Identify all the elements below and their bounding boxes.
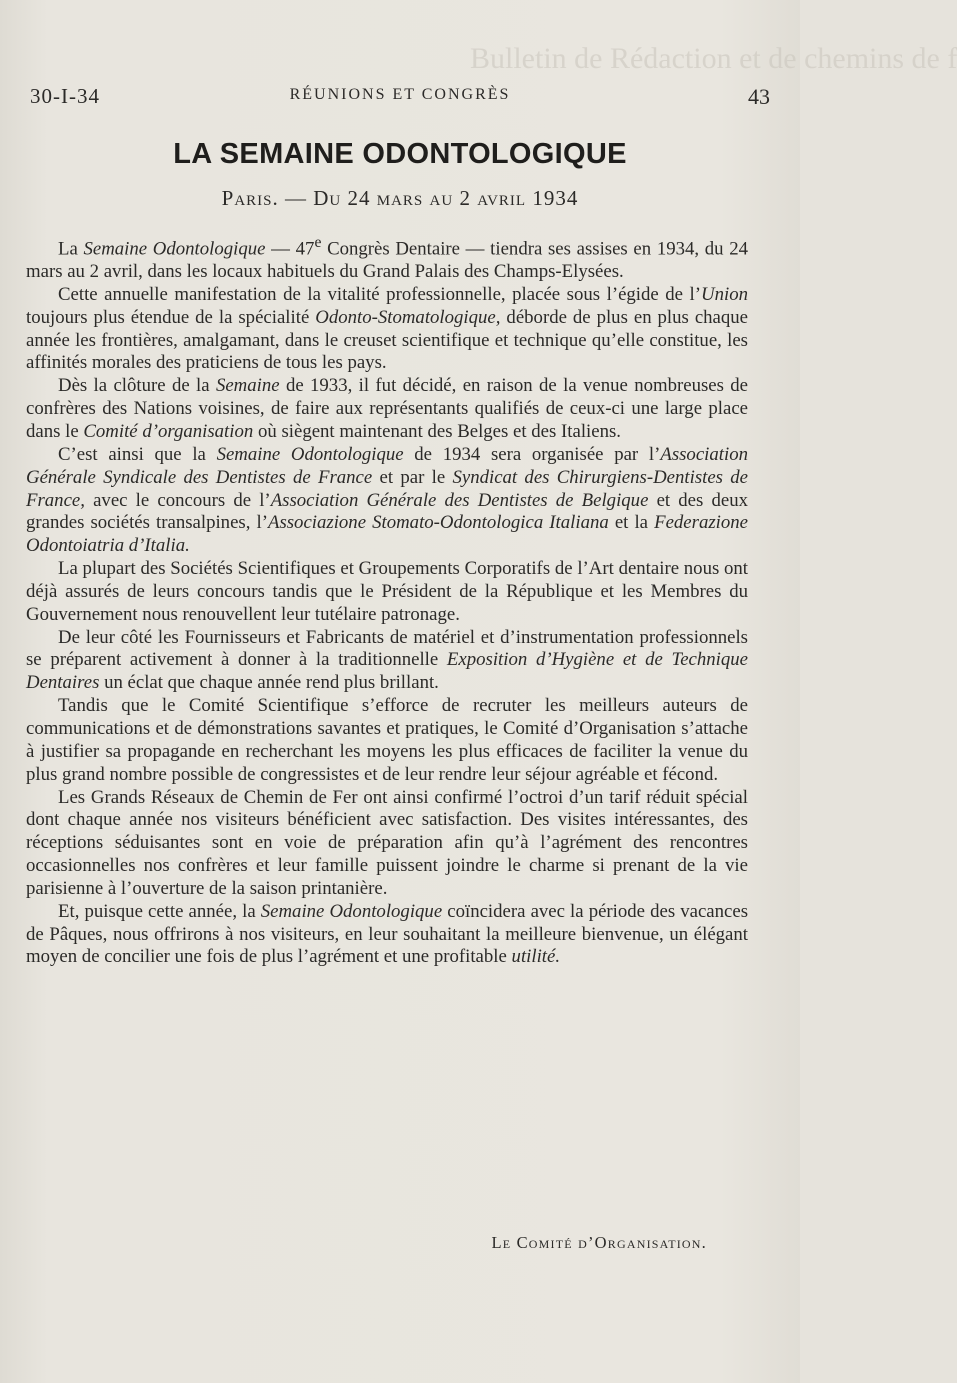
text-run: Les Grands Réseaux de Chemin de Fer ont ainsi confirmé l’octroi d’un tarif réduit spécial dont chaque année nos visiteurs bénéficient avec satisfaction. Des visites intéressantes, des réceptions séduisantes sont en voie de préparation afin qu’à l’agrément des rencontres occasionnelles nos confrères et leur famille puissent joindre le charme si prenant de la vie parisienne à l’ouverture de la saison printanière.	[26, 786, 748, 899]
paragraph-6	[26, 627, 748, 696]
text-run: coïncidera avec la période des vacances de Pâques, nous offrirons à nos visiteurs, en leur souhaitant la meilleure bienvenue, un élégant moyen de concilier une fois de plus l’agrément et une profitable	[26, 900, 749, 968]
paragraph-8	[26, 787, 748, 901]
issue-date: 30-I-34	[30, 84, 100, 108]
text-run: La	[58, 238, 84, 260]
text-run: Et, puisque cette année, la	[58, 900, 261, 922]
text-run: et des deux grandes sociétés transalpines, l’	[26, 489, 748, 534]
italic-run: Association Générale des Dentistes de Belgique	[270, 489, 649, 511]
paragraph-9	[26, 901, 748, 970]
text-run: C’est ainsi que la	[58, 443, 217, 465]
italic-run: Semaine Odontologique	[216, 443, 404, 465]
text-run: et la	[608, 512, 655, 534]
page-number: 43	[748, 84, 770, 109]
text-run: de 1934 sera organisée par l’	[403, 443, 661, 465]
text-run: Tandis que le Comité Scientifique s’efforce de recruter les meilleurs auteurs de communications et de démonstrations savantes et pratiques, le Comité d’Organisation s’attache à justifier sa propagande en recherchant les moyens les plus efficaces de faciliter la venue du plus grand nombre possible de congressistes et de leur rendre leur séjour agréable et fécond.	[26, 695, 748, 785]
italic-run: utilité.	[511, 946, 561, 968]
text-run: La plupart des Sociétés Scientifiques et Groupements Corporatifs de l’Art dentaire nous ont déjà assurés de leurs concours tandis que le Président de la République et les Membres du Gouvernement nous renouvellent leur tutélaire patronage.	[26, 558, 748, 625]
paragraph-5	[26, 558, 748, 627]
paragraph-7	[26, 695, 748, 786]
article-subtitle: Paris. — Du 24 mars au 2 avril 1934	[221, 186, 579, 210]
article-title: LA SEMAINE ODONTOLOGIQUE	[173, 138, 627, 170]
italic-run: Odonto-Stomatologique,	[315, 306, 501, 328]
paragraph-3	[26, 375, 748, 444]
signature: Le Comité d’Organisation.	[491, 1233, 707, 1252]
italic-run: Semaine Odontologique	[260, 900, 443, 922]
paragraph-1	[26, 232, 748, 284]
italic-run: Exposition d’Hygiène et de Technique Dentaires	[26, 649, 748, 694]
text-run: où siègent maintenant des Belges et des Italiens.	[253, 421, 621, 443]
paragraph-2	[26, 284, 748, 375]
text-run: toujours plus étendue de la spécialité	[26, 306, 316, 328]
text-run: Congrès Dentaire — tiendra ses assises en 1934, du 24 mars au 2 avril, dans les locaux habituels du Grand Palais des Champs-Elysées.	[26, 238, 749, 283]
text-run: et par le	[372, 466, 453, 488]
text-run: — 47	[265, 238, 315, 260]
section-title: RÉUNIONS ET CONGRÈS	[289, 86, 511, 103]
paragraph-4	[26, 444, 748, 558]
text-run: avec le concours de l’	[84, 489, 271, 511]
superscript: e	[314, 234, 322, 251]
text-run: De leur côté les Fournisseurs et Fabricants de matériel et d’instrumentation professionnels se préparent activement à donner à la traditionnelle	[26, 626, 748, 671]
running-head	[30, 80, 770, 114]
italic-run: Semaine	[215, 375, 280, 397]
text-run: déborde de plus en plus chaque année les frontières, amalgamant, dans le creuset scientifique et technique qu’elle constitue, les affinités morales des praticiens de tous les pays.	[26, 306, 748, 374]
article-body	[26, 232, 748, 969]
italic-run: Syndicat des Chirurgiens-Dentistes de France,	[26, 466, 749, 511]
bleed-through-text: Bulletin de Rédaction et de chemins de f	[470, 42, 957, 75]
italic-run: Semaine Odontologique	[83, 238, 266, 260]
text-run: de 1933, il fut décidé, en raison de la venue nombreuses de confrères des Nations voisines, de faire aux représentants qualifiés de ceux-ci une large place dans le	[26, 375, 748, 443]
text-run: Cette annuelle manifestation de la vitalité professionnelle, placée sous l’égide de l’	[58, 283, 702, 305]
italic-run: Union	[701, 283, 748, 305]
text-run: un éclat que chaque année rend plus brillant.	[99, 672, 439, 694]
italic-run: Associazione Stomato-Odontologica Italiana	[267, 512, 609, 534]
text-run: Dès la clôture de la	[58, 375, 216, 397]
italic-run: Federazione Odontoiatria d’Italia.	[26, 512, 748, 557]
italic-run: Association Générale Syndicale des Dentistes de France	[26, 443, 748, 488]
italic-run: Comité d’organisation	[83, 421, 254, 443]
